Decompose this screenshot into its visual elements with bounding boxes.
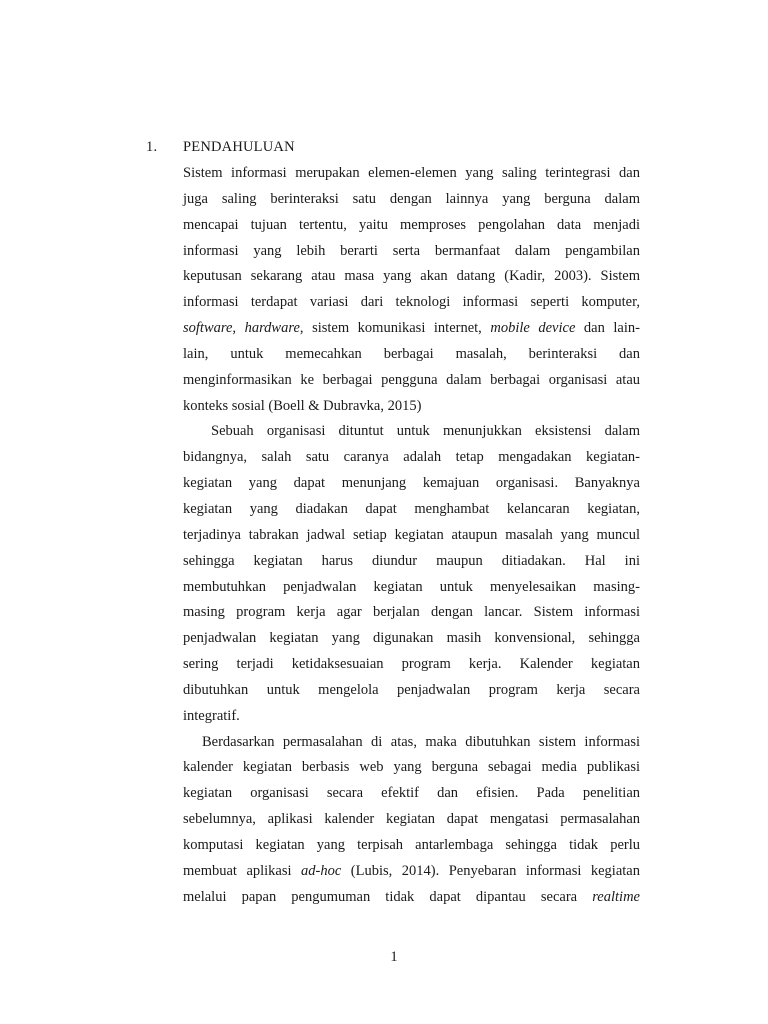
- text-line: [183, 807, 640, 833]
- text-segment: keputusan sekarang atau masa yang akan datang (Kadir, 2003). Sistem: [183, 268, 640, 285]
- text-line: [183, 626, 640, 652]
- text-line: [183, 730, 640, 756]
- text-line: [183, 342, 640, 368]
- text-segment: Sistem informasi merupakan elemen-elemen yang saling terintegrasi dan: [183, 165, 640, 181]
- page-number: 1: [390, 949, 398, 965]
- text-line: [183, 575, 640, 601]
- body-text: [183, 161, 640, 910]
- section-number: 1.: [146, 139, 158, 155]
- text-line: [183, 213, 640, 239]
- text-segment: dan lain-: [575, 320, 640, 337]
- text-line: [183, 419, 640, 445]
- text-line: [183, 368, 640, 394]
- text-line: [183, 600, 640, 626]
- text-segment: informasi terdapat variasi dari teknologi informasi seperti komputer,: [183, 294, 640, 311]
- text-line: [183, 523, 640, 549]
- text-line: [183, 264, 640, 290]
- text-line: [183, 678, 640, 704]
- text-segment: bidangnya, salah satu caranya adalah tetap mengadakan kegiatan-: [183, 449, 640, 466]
- text-line: [183, 704, 640, 730]
- italic-term: mobile device: [490, 320, 576, 337]
- text-line: [183, 549, 640, 575]
- text-segment: lain, untuk memecahkan berbagai masalah, berinteraksi dan: [183, 345, 640, 362]
- text-segment: kegiatan yang diadakan dapat menghambat kelancaran kegiatan,: [183, 500, 640, 517]
- text-segment: sebelumnya, aplikasi kalender kegiatan dapat mengatasi permasalahan: [183, 811, 640, 828]
- text-segment: (Lubis, 2014). Penyebaran informasi kegiatan: [341, 862, 640, 879]
- text-segment: kegiatan yang dapat menunjang kemajuan organisasi. Banyaknya: [183, 475, 640, 492]
- italic-term: ad-hoc: [301, 862, 342, 879]
- text-segment: penjadwalan kegiatan yang digunakan masih konvensional, sehingga: [183, 630, 640, 647]
- text-line: [183, 471, 640, 497]
- text-line: [183, 755, 640, 781]
- text-line: [183, 833, 640, 859]
- text-line: [183, 394, 640, 420]
- text-segment: kalender kegiatan berbasis web yang berguna sebagai media publikasi: [183, 759, 640, 776]
- text-segment: informasi yang lebih berarti serta bermanfaat dalam pengambilan: [183, 242, 640, 259]
- text-segment: Berdasarkan permasalahan di atas, maka dibutuhkan sistem informasi: [202, 733, 640, 750]
- text-segment: terjadinya tabrakan jadwal setiap kegiatan ataupun masalah yang muncul: [183, 526, 640, 543]
- text-line: [183, 316, 640, 342]
- text-segment: membutuhkan penjadwalan kegiatan untuk menyelesaikan masing-: [183, 578, 640, 595]
- text-line: [183, 497, 640, 523]
- text-segment: sehingga kegiatan harus diundur maupun ditiadakan. Hal ini: [183, 552, 640, 569]
- text-line: [183, 239, 640, 265]
- text-segment: kegiatan organisasi secara efektif dan efisien. Pada penelitian: [183, 785, 640, 802]
- text-segment: integratif.: [183, 707, 240, 724]
- text-line: [183, 781, 640, 807]
- text-segment: sering terjadi ketidaksesuaian program kerja. Kalender kegiatan: [183, 656, 640, 673]
- italic-term: realtime: [592, 888, 640, 905]
- text-segment: juga saling berinteraksi satu dengan lainnya yang berguna dalam: [183, 190, 640, 207]
- italic-term: software, hardware: [183, 320, 300, 337]
- text-segment: , sistem komunikasi internet,: [299, 320, 491, 337]
- text-segment: mencapai tujuan tertentu, yaitu memproses pengolahan data menjadi: [183, 216, 640, 233]
- text-line: [183, 445, 640, 471]
- text-line: [183, 187, 640, 213]
- section-title: PENDAHULUAN: [183, 139, 295, 155]
- text-line: [183, 290, 640, 316]
- text-segment: Sebuah organisasi dituntut untuk menunjukkan eksistensi dalam: [211, 423, 640, 440]
- text-segment: komputasi kegiatan yang terpisah antarlembaga sehingga tidak perlu: [183, 836, 640, 853]
- text-line: [183, 859, 640, 885]
- text-segment: membuat aplikasi: [183, 862, 302, 879]
- text-line: [183, 885, 640, 911]
- text-segment: masing program kerja agar berjalan dengan lancar. Sistem informasi: [183, 604, 640, 621]
- text-segment: menginformasikan ke berbagai pengguna dalam berbagai organisasi atau: [183, 371, 640, 388]
- text-segment: konteks sosial (Boell & Dubravka, 2015): [183, 397, 422, 414]
- text-segment: melalui papan pengumuman tidak dapat dipantau secara: [183, 888, 593, 905]
- text-segment: dibutuhkan untuk mengelola penjadwalan program kerja secara: [183, 681, 640, 698]
- text-line: [183, 161, 640, 187]
- text-line: [183, 652, 640, 678]
